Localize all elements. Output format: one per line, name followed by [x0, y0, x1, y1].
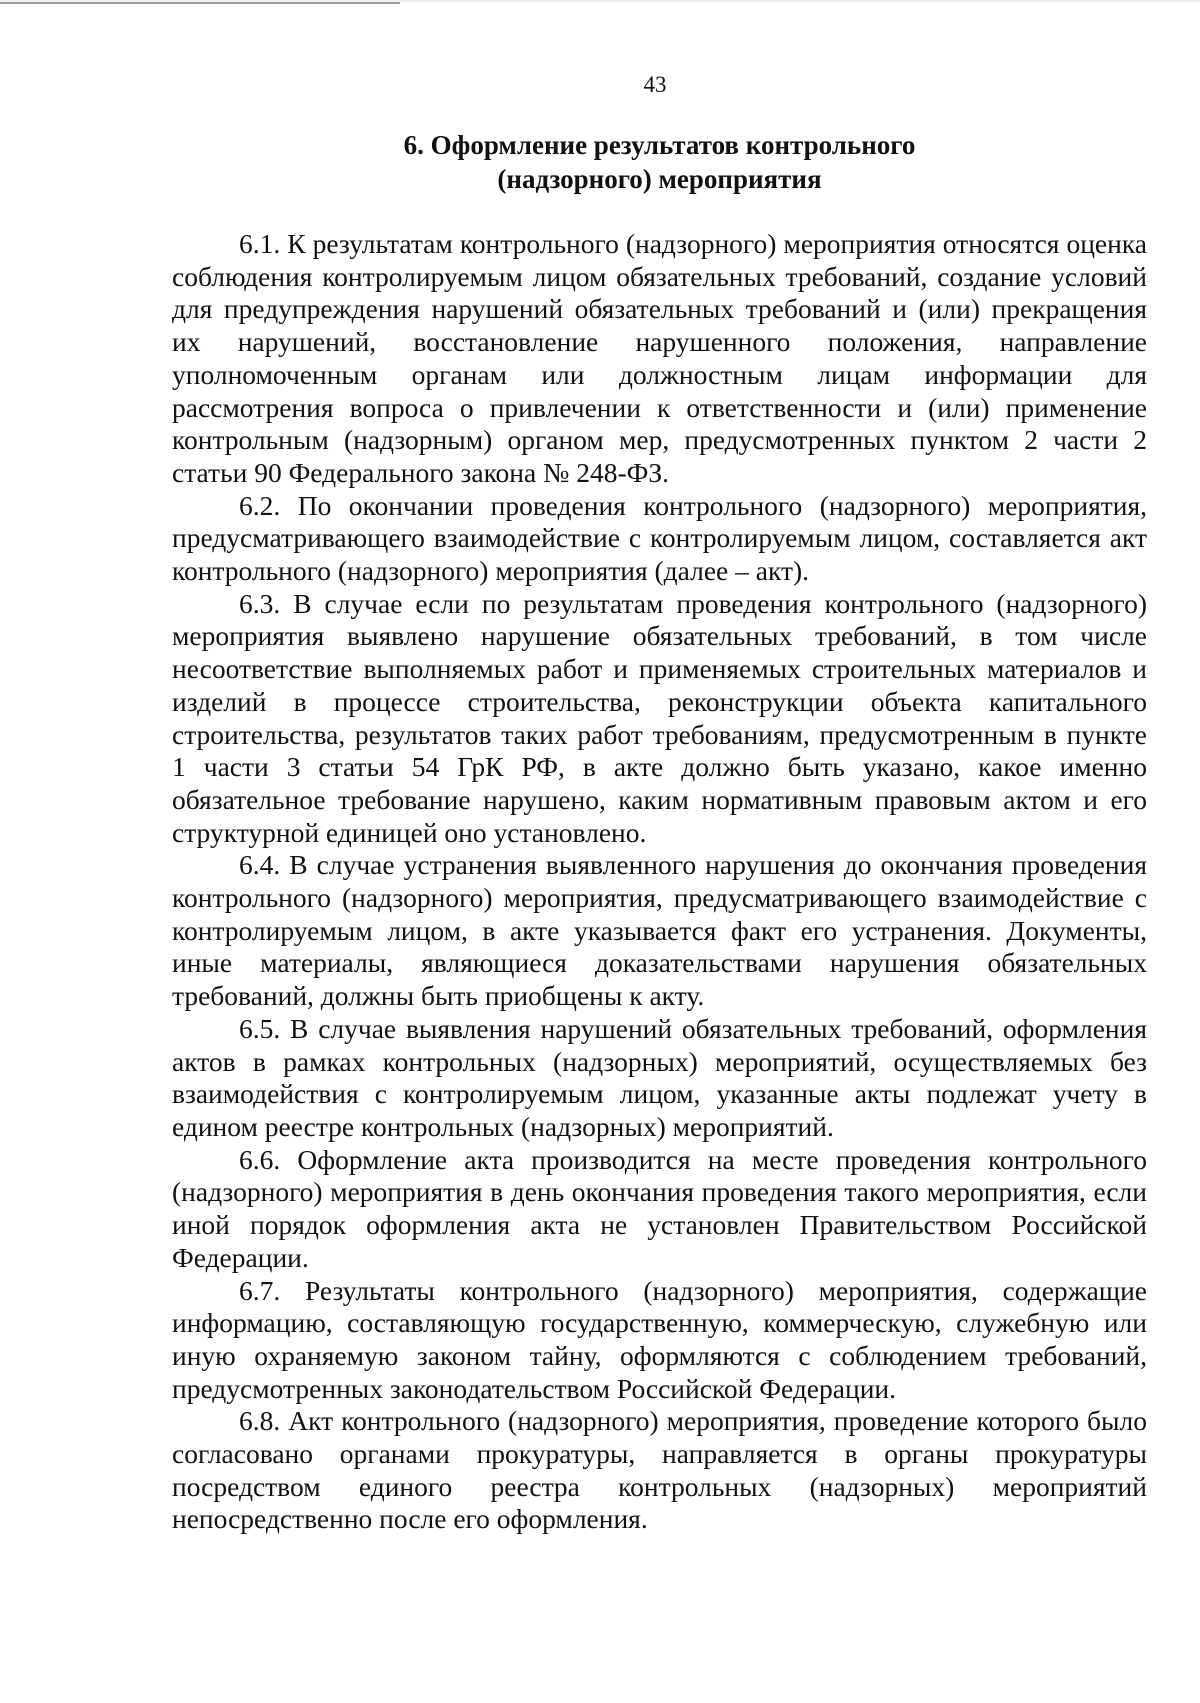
paragraph-6-5: 6.5. В случае выявления нарушений обязательных требований, оформления актов в рамках контрольных (надзорных) мероприятий, осуществляемых без взаимодействия с контролируемым лицом, указанные акты подлежат учету в едином реестре контрольных (надзорных) мероприятий.: [172, 1012, 1147, 1142]
paragraph-6-1: 6.1. К результатам контрольного (надзорного) мероприятия относятся оценка соблюдения контролируемым лицом обязательных требований, создание условий для предупреждения нарушений обязательных требований и (или) прекращения их нарушений, восстановление нарушенного положения, направление уполномоченным органам или должностным лицам информации для рассмотрения вопроса о привлечении к ответственности и (или) применение контрольным (надзорным) органом мер, предусмотренных пунктом 2 части 2 статьи 90 Федерального закона № 248-ФЗ.: [172, 228, 1147, 488]
section-heading: [172, 128, 1147, 196]
scan-top-line: [0, 2, 400, 4]
paragraph-6-3: 6.3. В случае если по результатам проведения контрольного (надзорного) мероприятия выявлено нарушение обязательных требований, в том числе несоответствие выполняемых работ и применяемых строительных материалов и изделий в процессе строительства, реконструкции объекта капитального строительства, результатов таких работ требованиям, предусмотренным в пункте 1 части 3 статьи 54 ГрК РФ, в акте должно быть указано, какое именно обязательное требование нарушено, каким нормативным правовым актом и его структурной единицей оно установлено.: [172, 587, 1147, 848]
section-heading-line-2: (надзорного) мероприятия: [497, 164, 822, 194]
paragraph-6-4: 6.4. В случае устранения выявленного нарушения до окончания проведения контрольного (надзорного) мероприятия, предусматривающего взаимодействие с контролируемым лицом, в акте указывается факт его устранения. Документы, иные материалы, являющиеся доказательствами нарушения обязательных требований, должны быть приобщены к акту.: [172, 849, 1147, 1012]
paragraph-6-8: 6.8. Акт контрольного (надзорного) мероприятия, проведение которого было согласовано органами прокуратуры, направляется в органы прокуратуры посредством единого реестра контрольных (надзорных) мероприятий непосредственно после его оформления.: [172, 1405, 1147, 1535]
page-number: 43: [643, 72, 667, 97]
paragraph-6-7: 6.7. Результаты контрольного (надзорного) мероприятия, содержащие информацию, составляющую государственную, коммерческую, служебную или иную охраняемую законом тайну, оформляются с соблюдением требований, предусмотренных законодательством Российской Федерации.: [172, 1274, 1147, 1404]
paragraph-6-2: 6.2. По окончании проведения контрольного (надзорного) мероприятия, предусматривающего взаимодействие с контролируемым лицом, составляется акт контрольного (надзорного) мероприятия (далее – акт).: [172, 489, 1147, 587]
document-body: [172, 228, 1147, 1536]
section-heading-line-1: 6. Оформление результатов контрольного: [403, 130, 916, 160]
paragraph-6-6: 6.6. Оформление акта производится на месте проведения контрольного (надзорного) мероприятия в день окончания проведения такого мероприятия, если иной порядок оформления акта не установлен Правительством Российской Федерации.: [172, 1143, 1147, 1273]
